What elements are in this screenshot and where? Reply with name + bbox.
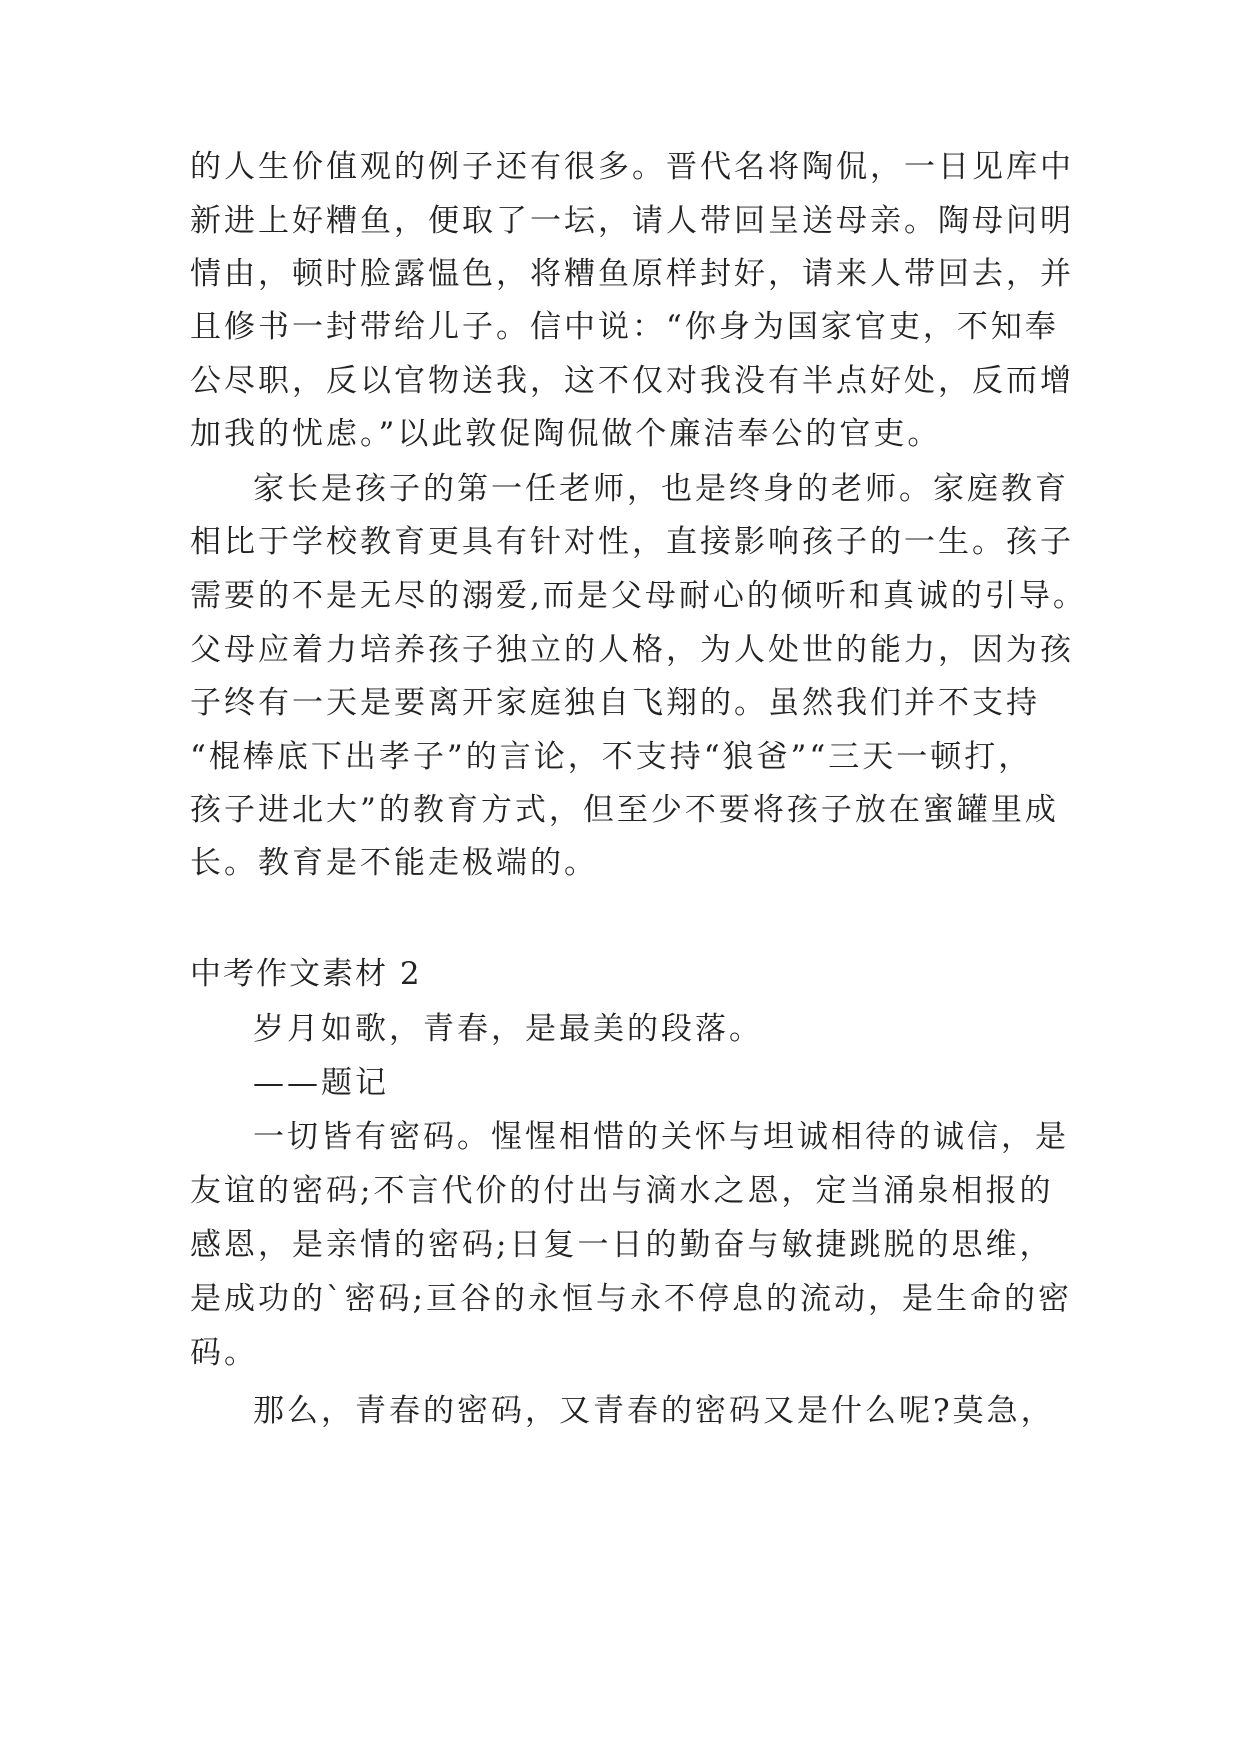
paragraph-line: 且修书一封带给儿子。信中说：“你身为国家官吏，不知奉 xyxy=(190,309,1059,345)
paragraph-line: 情由，顿时脸露愠色，将糟鱼原样封好，请来人带回去，并 xyxy=(190,256,1074,292)
paragraph-line: “棍棒底下出孝子”的言论，不支持“狼爸”“三天一顿打， xyxy=(190,739,1033,775)
paragraph-line: 公尽职，反以官物送我，这不仅对我没有半点好处，反而增 xyxy=(190,363,1074,399)
paragraph-line: 感恩，是亲情的密码;日复一日的勤奋与敏捷跳脱的思维， xyxy=(190,1227,1054,1263)
paragraph-line: 相比于学校教育更具有针对性，直接影响孩子的一生。孩子 xyxy=(190,524,1074,560)
epigraph-attribution: ——题记 xyxy=(253,1065,389,1101)
paragraph-line: 加我的忧虑。”以此敦促陶侃做个廉洁奉公的官吏。 xyxy=(190,416,942,452)
paragraph-line: 是成功的`密码;亘谷的永恒与永不停息的流动，是生命的密 xyxy=(190,1281,1072,1317)
paragraph-line: 长。教育是不能走极端的。 xyxy=(190,845,598,881)
paragraph-line: 孩子进北大”的教育方式，但至少不要将孩子放在蜜罐里成 xyxy=(190,792,1059,828)
paragraph-line: 需要的不是无尽的溺爱,而是父母耐心的倾听和真诚的引导。 xyxy=(190,578,1087,614)
epigraph-quote: 岁月如歌，青春，是最美的段落。 xyxy=(253,1011,763,1047)
paragraph-first-line: 一切皆有密码。惺惺相惜的关怀与坦诚相待的诚信，是 xyxy=(253,1119,1069,1155)
paragraph-line: 友谊的密码;不言代价的付出与滴水之恩，定当涌泉相报的 xyxy=(190,1173,1054,1209)
paragraph-line: 码。 xyxy=(190,1335,258,1371)
section-heading: 中考作文素材 2 xyxy=(190,956,422,992)
paragraph-first-line: 家长是孩子的第一任老师，也是终身的老师。家庭教育 xyxy=(253,471,1069,507)
paragraph-line: 父母应着力培养孩子独立的人格，为人处世的能力，因为孩 xyxy=(190,632,1074,668)
paragraph-first-line: 那么，青春的密码，又青春的密码又是什么呢?莫急， xyxy=(253,1393,1055,1429)
paragraph-line: 子终有一天是要离开家庭独自飞翔的。虽然我们并不支持 xyxy=(190,685,1040,721)
paragraph-line: 的人生价值观的例子还有很多。晋代名将陶侃，一日见库中 xyxy=(190,149,1074,185)
paragraph-line: 新进上好糟鱼，便取了一坛，请人带回呈送母亲。陶母问明 xyxy=(190,203,1074,239)
